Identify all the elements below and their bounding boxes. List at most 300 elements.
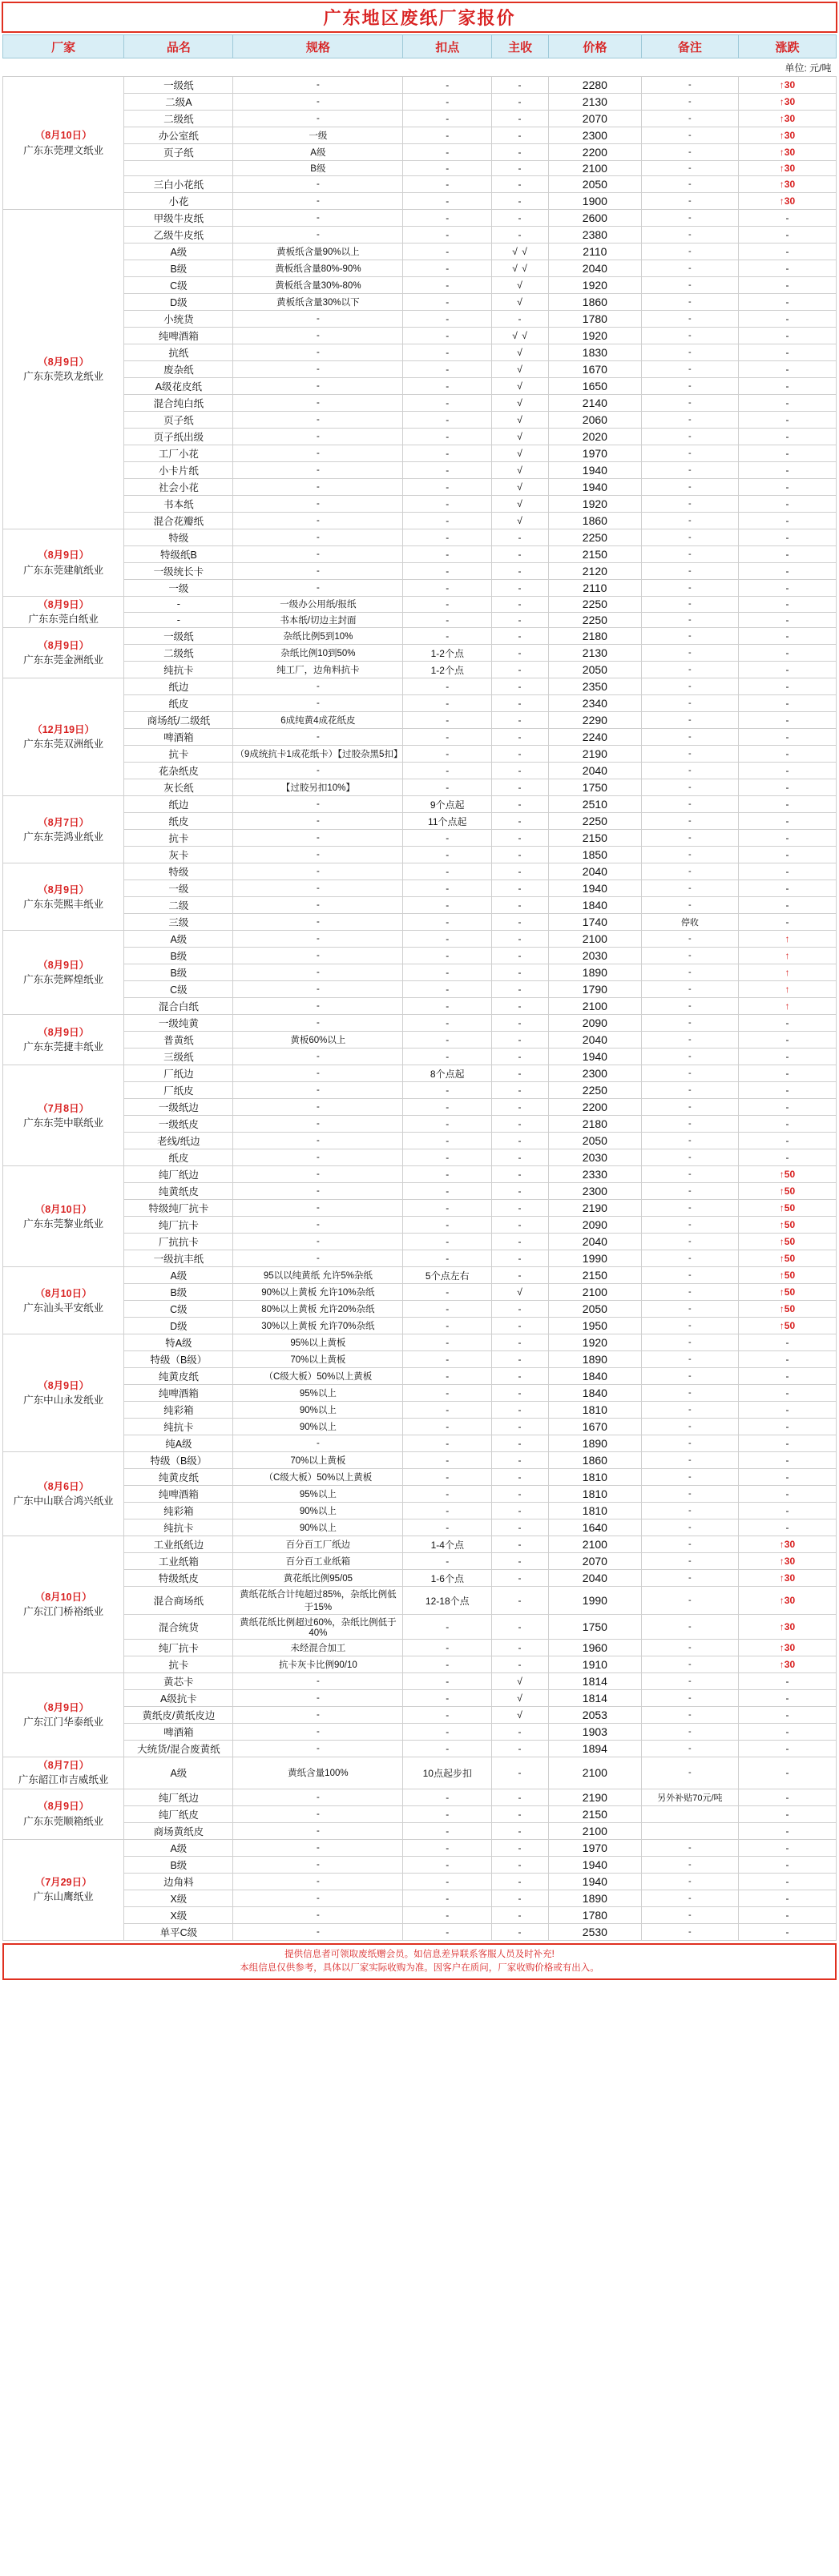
product-name: 二级A [124, 94, 233, 111]
deduct-points: - [403, 546, 492, 563]
change-value: ↑50 [738, 1284, 836, 1301]
change-value: - [738, 695, 836, 712]
main-collect: - [492, 1805, 549, 1822]
main-collect: √ [492, 513, 549, 529]
remark: - [641, 429, 738, 445]
deduct-points: - [403, 1707, 492, 1724]
factory-date: （8月9日） [38, 1702, 90, 1714]
main-collect: - [492, 1419, 549, 1435]
product-name: 啤酒箱 [124, 1724, 233, 1741]
table-row [3, 1656, 837, 1673]
remark: - [641, 77, 738, 94]
remark: - [641, 328, 738, 344]
product-spec: - [233, 964, 403, 981]
product-spec: 【过胶另扣10%】 [233, 779, 403, 796]
table-row [3, 1183, 837, 1200]
page-title-bar [2, 2, 837, 33]
product-name: A级 [124, 1839, 233, 1856]
factory-date: （8月7日） [38, 816, 90, 828]
product-spec: - [233, 546, 403, 563]
change-value: - [738, 1486, 836, 1503]
main-collect: - [492, 712, 549, 729]
product-name: 纯厂抗卡 [124, 1217, 233, 1234]
table-row [3, 628, 837, 645]
table-row [3, 763, 837, 779]
main-collect: - [492, 863, 549, 880]
remark: - [641, 513, 738, 529]
table-row [3, 344, 837, 361]
table-row [3, 645, 837, 662]
change-value: - [738, 462, 836, 479]
product-spec: 90%以上 [233, 1402, 403, 1419]
product-spec: 黄板纸含量30%-80% [233, 277, 403, 294]
deduct-points: - [403, 1419, 492, 1435]
remark: - [641, 176, 738, 193]
remark: - [641, 1284, 738, 1301]
table-row [3, 662, 837, 678]
table-row [3, 695, 837, 712]
remark: - [641, 1435, 738, 1452]
change-value: - [738, 311, 836, 328]
remark: - [641, 1133, 738, 1149]
deduct-points: - [403, 931, 492, 948]
factory-name: 广东江门桥裕纸业 [23, 1606, 104, 1618]
product-name: 纯彩箱 [124, 1503, 233, 1519]
change-value: - [738, 1015, 836, 1032]
remark: - [641, 1640, 738, 1656]
change-value: ↑30 [738, 1587, 836, 1615]
product-spec: 黄板纸含量90%以上 [233, 244, 403, 260]
product-name: A级 [124, 244, 233, 260]
change-value: - [738, 729, 836, 746]
factory-cell [3, 1757, 124, 1789]
product-name: 特级（B级） [124, 1351, 233, 1368]
product-spec: - [233, 462, 403, 479]
change-value: ↑ [738, 998, 836, 1015]
price-value: 2180 [548, 628, 641, 645]
deduct-points: - [403, 1301, 492, 1318]
product-spec: 一级办公用纸/报纸 [233, 597, 403, 613]
deduct-points: 1-2个点 [403, 662, 492, 678]
change-value: - [738, 1149, 836, 1166]
product-spec: - [233, 193, 403, 210]
price-value: 2510 [548, 796, 641, 813]
table-row [3, 1789, 837, 1805]
table-row [3, 1757, 837, 1789]
product-spec: - [233, 1049, 403, 1065]
product-spec: - [233, 1133, 403, 1149]
product-name: 工业纸箱 [124, 1553, 233, 1570]
remark: - [641, 193, 738, 210]
col-spec: 规格 [233, 35, 403, 58]
remark: - [641, 1873, 738, 1890]
product-spec: - [233, 429, 403, 445]
price-value: 1920 [548, 328, 641, 344]
product-spec: 90%以上 [233, 1503, 403, 1519]
remark: - [641, 729, 738, 746]
main-collect: - [492, 779, 549, 796]
main-collect: - [492, 1133, 549, 1149]
product-spec: - [233, 1906, 403, 1923]
product-spec: - [233, 1116, 403, 1133]
change-value: - [738, 1065, 836, 1082]
main-collect: - [492, 1149, 549, 1166]
remark: - [641, 1217, 738, 1234]
product-name: 纯黄皮纸 [124, 1469, 233, 1486]
main-collect: - [492, 1789, 549, 1805]
col-factory: 厂家 [3, 35, 124, 58]
remark: 另外补贴70元/吨 [641, 1789, 738, 1805]
deduct-points: - [403, 1149, 492, 1166]
main-collect: - [492, 1536, 549, 1553]
price-value: 1814 [548, 1690, 641, 1707]
price-value: 2100 [548, 1822, 641, 1839]
price-value: 2200 [548, 1099, 641, 1116]
main-collect: - [492, 1301, 549, 1318]
deduct-points: - [403, 344, 492, 361]
product-spec: 书本纸/切边主封面 [233, 612, 403, 628]
price-value: 1840 [548, 897, 641, 914]
deduct-points: - [403, 1615, 492, 1640]
factory-cell [3, 1536, 124, 1673]
deduct-points: - [403, 964, 492, 981]
remark: - [641, 779, 738, 796]
product-spec: 未经混合加工 [233, 1640, 403, 1656]
product-name: - [124, 597, 233, 613]
product-name: 一级 [124, 880, 233, 897]
product-spec: 70%以上黄板 [233, 1351, 403, 1368]
deduct-points: 1-6个点 [403, 1570, 492, 1587]
main-collect: √ [492, 429, 549, 445]
main-collect: √ [492, 344, 549, 361]
table-row [3, 863, 837, 880]
remark: - [641, 1856, 738, 1873]
price-value: 2050 [548, 1133, 641, 1149]
table-row [3, 176, 837, 193]
price-value: 2600 [548, 210, 641, 227]
product-spec: - [233, 1673, 403, 1690]
price-value: 2020 [548, 429, 641, 445]
main-collect: - [492, 144, 549, 161]
change-value: - [738, 1856, 836, 1873]
product-name: A级 [124, 1757, 233, 1789]
change-value: - [738, 1707, 836, 1724]
factory-name: 广东东莞理文纸业 [23, 144, 104, 156]
deduct-points: - [403, 378, 492, 395]
deduct-points: - [403, 1673, 492, 1690]
change-value: ↑30 [738, 161, 836, 176]
price-value: 1860 [548, 513, 641, 529]
price-value: 1750 [548, 1615, 641, 1640]
table-row [3, 1049, 837, 1065]
change-value: - [738, 1351, 836, 1368]
table-row [3, 1217, 837, 1234]
deduct-points: - [403, 244, 492, 260]
deduct-points: - [403, 193, 492, 210]
table-row [3, 1906, 837, 1923]
product-spec: 黄板60%以上 [233, 1032, 403, 1049]
change-value: - [738, 1032, 836, 1049]
remark: - [641, 712, 738, 729]
price-value: 2100 [548, 1284, 641, 1301]
change-value: ↑50 [738, 1267, 836, 1284]
factory-date: （7月8日） [38, 1102, 90, 1114]
change-value: - [738, 1419, 836, 1435]
deduct-points: - [403, 678, 492, 695]
remark: - [641, 931, 738, 948]
change-value: - [738, 1673, 836, 1690]
product-spec: A级 [233, 144, 403, 161]
product-name: 花杂纸皮 [124, 763, 233, 779]
table-row [3, 1856, 837, 1873]
main-collect: - [492, 1469, 549, 1486]
table-row [3, 1234, 837, 1250]
product-spec: - [233, 395, 403, 412]
factory-name: 广东东莞白纸业 [28, 614, 99, 626]
unit-note-row [3, 58, 837, 77]
deduct-points: - [403, 1640, 492, 1656]
change-value: - [738, 1402, 836, 1419]
deduct-points: 5个点左右 [403, 1267, 492, 1284]
remark: - [641, 813, 738, 830]
price-value: 2050 [548, 176, 641, 193]
main-collect: - [492, 1656, 549, 1673]
price-value: 2070 [548, 111, 641, 127]
change-value: ↑50 [738, 1318, 836, 1334]
factory-cell [3, 796, 124, 863]
table-row [3, 914, 837, 931]
product-spec: - [233, 981, 403, 998]
price-value: 2530 [548, 1923, 641, 1940]
product-name: 混合纯白纸 [124, 395, 233, 412]
deduct-points: - [403, 1503, 492, 1519]
price-value: 1890 [548, 1351, 641, 1368]
table-row [3, 1250, 837, 1267]
change-value: - [738, 445, 836, 462]
deduct-points: - [403, 1435, 492, 1452]
product-name: 书本纸 [124, 496, 233, 513]
remark: - [641, 880, 738, 897]
price-value: 1960 [548, 1640, 641, 1656]
deduct-points: - [403, 830, 492, 847]
remark: - [641, 1082, 738, 1099]
product-name: 纯抗卡 [124, 1419, 233, 1435]
main-collect: - [492, 830, 549, 847]
table-row [3, 193, 837, 210]
table-row [3, 1536, 837, 1553]
change-value: - [738, 1116, 836, 1133]
main-collect: - [492, 1032, 549, 1049]
price-value: 1750 [548, 779, 641, 796]
price-value: 1860 [548, 294, 641, 311]
table-row [3, 445, 837, 462]
remark: - [641, 1906, 738, 1923]
remark: 停收 [641, 914, 738, 931]
change-value: - [738, 662, 836, 678]
price-value: 2190 [548, 746, 641, 763]
factory-cell [3, 210, 124, 529]
remark: - [641, 412, 738, 429]
product-spec: - [233, 1099, 403, 1116]
price-value: 2090 [548, 1217, 641, 1234]
change-value: - [738, 580, 836, 597]
main-collect: √ √ [492, 260, 549, 277]
change-value: ↑30 [738, 1536, 836, 1553]
deduct-points: - [403, 1015, 492, 1032]
product-spec: 黄板纸含量30%以下 [233, 294, 403, 311]
price-value: 1670 [548, 1419, 641, 1435]
deduct-points: - [403, 1402, 492, 1419]
table-row [3, 1873, 837, 1890]
deduct-points: - [403, 695, 492, 712]
main-collect: - [492, 1822, 549, 1839]
deduct-points: - [403, 597, 492, 613]
product-spec: 黄纸花纸比例超过60%，杂纸比例低于40% [233, 1615, 403, 1640]
remark: - [641, 244, 738, 260]
product-spec: （C级大板）50%以上黄板 [233, 1368, 403, 1385]
product-name: 黄芯卡 [124, 1673, 233, 1690]
main-collect: - [492, 1856, 549, 1873]
table-row [3, 1452, 837, 1469]
product-spec: - [233, 830, 403, 847]
main-collect: - [492, 94, 549, 111]
product-name: 特级 [124, 863, 233, 880]
product-spec: - [233, 496, 403, 513]
change-value: - [738, 1469, 836, 1486]
deduct-points: - [403, 161, 492, 176]
product-name: 特级纯厂抗卡 [124, 1200, 233, 1217]
product-name: 黄纸皮/黄纸皮边 [124, 1707, 233, 1724]
deduct-points: - [403, 1724, 492, 1741]
product-name: 办公室纸 [124, 127, 233, 144]
main-collect: - [492, 193, 549, 210]
table-row [3, 1519, 837, 1536]
price-value: 1810 [548, 1402, 641, 1419]
deduct-points: - [403, 311, 492, 328]
price-value: 1890 [548, 964, 641, 981]
deduct-points: - [403, 1822, 492, 1839]
remark: - [641, 1724, 738, 1741]
product-spec: - [233, 1856, 403, 1873]
change-value: - [738, 227, 836, 244]
main-collect: - [492, 981, 549, 998]
price-value: 1780 [548, 1906, 641, 1923]
table-row [3, 1200, 837, 1217]
main-collect: - [492, 678, 549, 695]
main-collect: - [492, 1757, 549, 1789]
main-collect: √ [492, 378, 549, 395]
main-collect: √ [492, 1284, 549, 1301]
price-value: 2140 [548, 395, 641, 412]
remark: - [641, 1183, 738, 1200]
deduct-points: - [403, 712, 492, 729]
product-spec: 80%以上黄板 允许20%杂纸 [233, 1301, 403, 1318]
product-spec: 95%以上 [233, 1385, 403, 1402]
factory-cell [3, 1452, 124, 1536]
product-spec: - [233, 1149, 403, 1166]
product-spec: - [233, 695, 403, 712]
change-value: ↑30 [738, 94, 836, 111]
table-row [3, 1065, 837, 1082]
product-spec: - [233, 344, 403, 361]
change-value: ↑30 [738, 1615, 836, 1640]
product-spec: 黄花纸比例95/05 [233, 1570, 403, 1587]
change-value: ↑30 [738, 127, 836, 144]
table-row [3, 1724, 837, 1741]
product-spec: - [233, 1250, 403, 1267]
product-spec: - [233, 580, 403, 597]
product-spec: B级 [233, 161, 403, 176]
table-row [3, 880, 837, 897]
main-collect: - [492, 1906, 549, 1923]
change-value: - [738, 1923, 836, 1940]
main-collect: - [492, 1741, 549, 1757]
product-name: 二级纸 [124, 111, 233, 127]
price-value: 1940 [548, 1856, 641, 1873]
price-value: 2300 [548, 127, 641, 144]
remark: - [641, 1690, 738, 1707]
table-row [3, 1419, 837, 1435]
footer-note [2, 1943, 837, 1981]
product-name: 纯抗卡 [124, 1519, 233, 1536]
table-row [3, 462, 837, 479]
remark: - [641, 111, 738, 127]
price-value: 2340 [548, 695, 641, 712]
product-spec: - [233, 763, 403, 779]
product-name: 纯啤酒箱 [124, 1385, 233, 1402]
product-name: 纸皮 [124, 695, 233, 712]
deduct-points: - [403, 1133, 492, 1149]
remark: - [641, 1741, 738, 1757]
remark: - [641, 1419, 738, 1435]
remark: - [641, 1519, 738, 1536]
deduct-points: - [403, 981, 492, 998]
product-spec: - [233, 176, 403, 193]
remark: - [641, 277, 738, 294]
price-value: 2100 [548, 161, 641, 176]
change-value: - [738, 1049, 836, 1065]
deduct-points: - [403, 729, 492, 746]
product-name: 混合统货 [124, 1615, 233, 1640]
product-spec: - [233, 361, 403, 378]
price-value: 1810 [548, 1469, 641, 1486]
product-name: 社会小花 [124, 479, 233, 496]
main-collect: - [492, 1166, 549, 1183]
main-collect: - [492, 1873, 549, 1890]
change-value: - [738, 1133, 836, 1149]
deduct-points: - [403, 395, 492, 412]
remark: - [641, 847, 738, 863]
factory-cell [3, 77, 124, 210]
factory-name: 广东韶江市吉威纸业 [18, 1774, 109, 1786]
product-name: A级花皮纸 [124, 378, 233, 395]
price-value: 2090 [548, 1015, 641, 1032]
price-value: 2330 [548, 1166, 641, 1183]
table-row [3, 1099, 837, 1116]
main-collect: - [492, 914, 549, 931]
remark: - [641, 227, 738, 244]
price-value: 2250 [548, 529, 641, 546]
price-value: 2100 [548, 998, 641, 1015]
deduct-points: - [403, 1099, 492, 1116]
change-value: - [738, 563, 836, 580]
remark: - [641, 612, 738, 628]
product-name: 一级纸 [124, 628, 233, 645]
main-collect: - [492, 612, 549, 628]
main-collect: - [492, 111, 549, 127]
product-name: 特级纸皮 [124, 1570, 233, 1587]
product-name: 纯厂纸边 [124, 1789, 233, 1805]
